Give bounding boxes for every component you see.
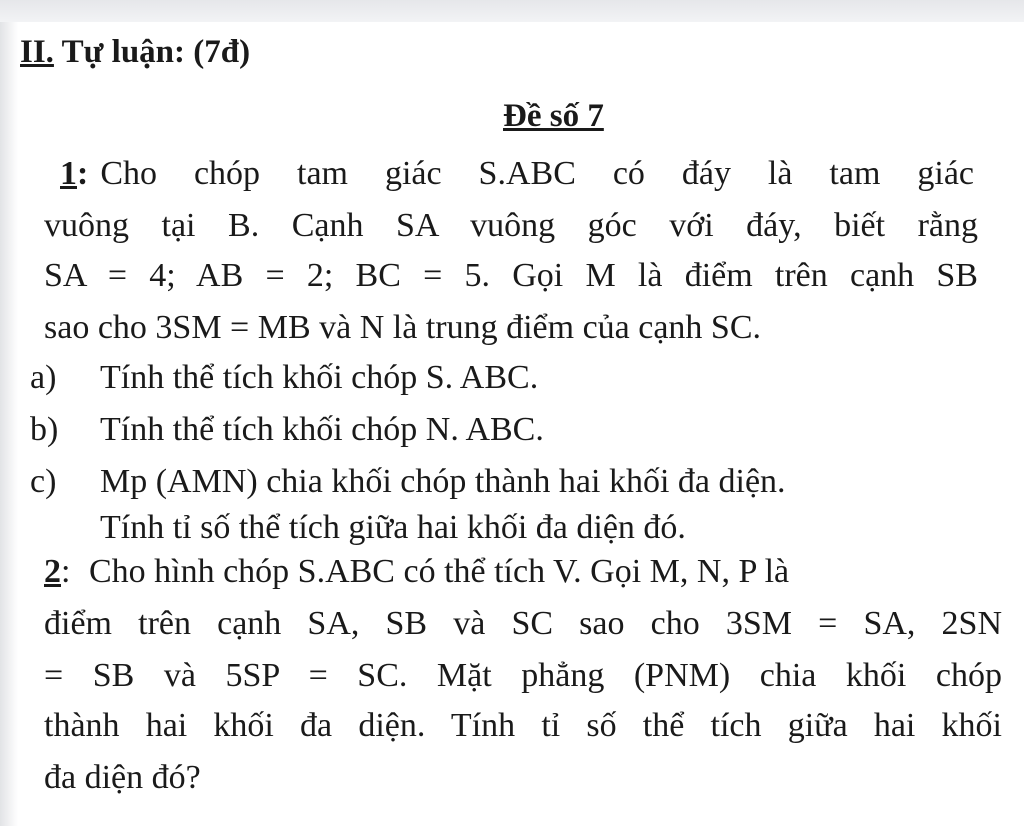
q1-part-c-label: c) <box>30 463 57 500</box>
q1-part-a-label: a) <box>30 359 57 396</box>
q2-text-1: Cho hình chóp S.ABC có thể tích V. Gọi M, N, P là <box>88 553 790 590</box>
q1-part-a-text: Tính thể tích khối chóp S. ABC. <box>100 359 539 396</box>
q1-line-1 <box>60 154 974 194</box>
q1-part-b-label: b) <box>30 411 59 448</box>
q1-line-4: sao cho 3SM = MB và N là trung điểm của cạnh SC. <box>44 309 762 346</box>
q1-part-c-continued: Tính tỉ số thể tích giữa hai khối đa diện đó. <box>100 509 686 546</box>
q2-line-3: = SB và 5SP = SC. Mặt phẳng (PNM) chia khối chóp <box>44 657 1002 694</box>
q2-line-5: đa diện đó? <box>44 759 201 796</box>
q1-number: 1 <box>60 155 77 192</box>
q1-colon: : <box>77 155 89 192</box>
exam-title: Đề số 7 <box>503 98 604 134</box>
q1-part-b-text: Tính thể tích khối chóp N. ABC. <box>100 411 544 448</box>
q1-line-2: vuông tại B. Cạnh SA vuông góc với đáy, biết rằng <box>44 207 978 244</box>
q2-line-2: điểm trên cạnh SA, SB và SC sao cho 3SM = SA, 2SN <box>44 605 1002 642</box>
q1-text-1: Cho chóp tam giác S.ABC có đáy là tam giác <box>100 155 974 192</box>
q1-part-c-text: Mp (AMN) chia khối chóp thành hai khối đa diện. <box>100 463 786 500</box>
section-heading <box>20 32 250 72</box>
top-strip <box>0 0 1024 22</box>
q2-number: 2 <box>44 553 61 590</box>
q1-line-1-text <box>100 154 974 194</box>
section-title: Tự luận: (7đ) <box>53 34 251 70</box>
left-edge-shadow <box>0 22 18 826</box>
q1-line-3: SA = 4; AB = 2; BC = 5. Gọi M là điểm trên cạnh SB <box>44 257 978 294</box>
section-number: II. <box>20 34 54 70</box>
q2-line-1 <box>44 552 1002 592</box>
q2-line-4: thành hai khối đa diện. Tính tỉ số thể tích giữa hai khối <box>44 707 1002 744</box>
q2-colon: : <box>61 553 71 590</box>
